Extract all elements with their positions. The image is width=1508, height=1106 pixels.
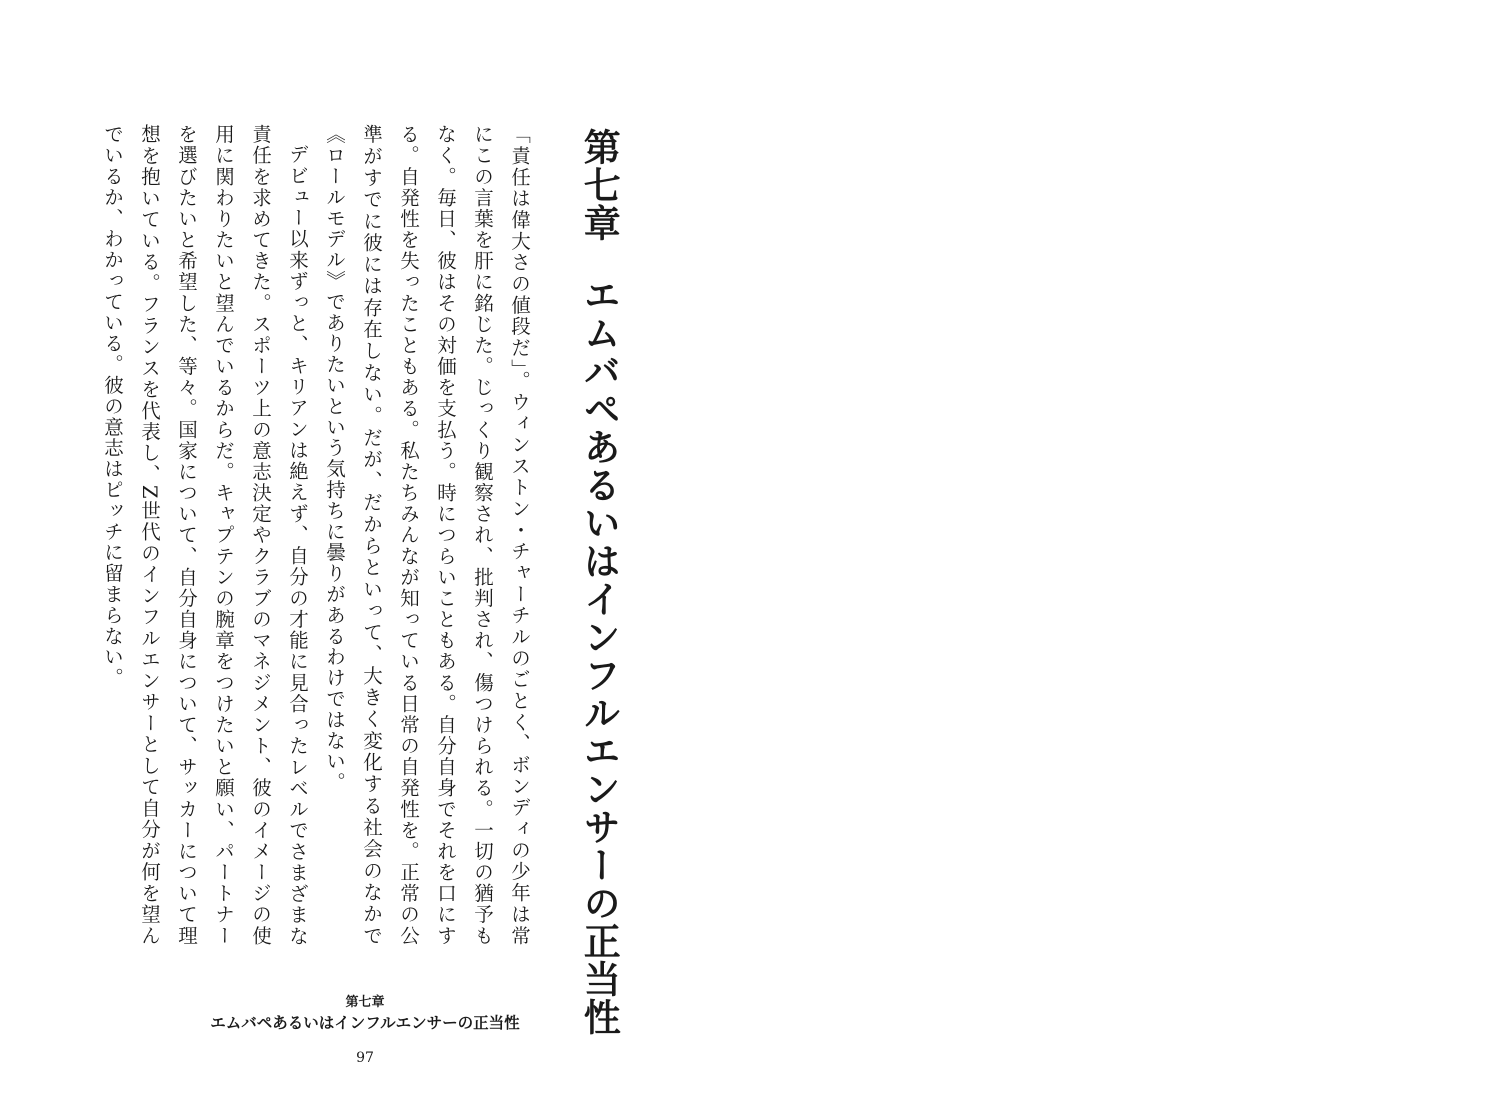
footer-chapter-title: エムバペあるいはインフルエンサーの正当性	[210, 1013, 520, 1032]
chapter-number: 第七章	[577, 128, 622, 242]
footer-chapter-label: 第七章	[345, 995, 385, 1010]
page-number: 97	[356, 1050, 374, 1066]
chapter-heading	[577, 128, 622, 1036]
running-footer	[190, 994, 540, 1034]
paragraph-1: 「責任は偉大さの値段だ」。ウィンストン・チャーチルのごとく、ボンディの少年は常にこの言葉を肝に銘じた。じっくり観察され、批判され、傷つけられる。一切の猶予もなく。毎日、彼はその対価を支払う。時につらいこともある。自分自身でそれを口にする。自発性を失ったこともある。私たちみんなが知っている日常の自発性を。正常の公準がすでに彼には存在しない。だが、だからといって、大きく変化する社会のなかで《ロールモデル》でありたいという気持ちに曇りがあるわけではない。	[323, 124, 531, 946]
body-text	[94, 124, 538, 946]
paragraph-2: デビュー以来ずっと、キリアンは絶えず、自分の才能に見合ったレベルでさまざまな責任を求めてきた。スポーツ上の意志決定やクラブのマネジメント、彼のイメージの使用に関わりたいと望んでいるからだ。キャプテンの腕章をつけたいと願い、パートナーを選びたいと希望した、等々。国家について、自分自身について、サッカーについて理想を抱いている。フランスを代表し、Z世代のインフルエンサーとして自分が何を望んでいるか、わかっている。彼の意志はピッチに留まらない。	[101, 124, 309, 946]
chapter-title: エムバペあるいはインフルエンサーの正当性	[577, 276, 622, 1036]
